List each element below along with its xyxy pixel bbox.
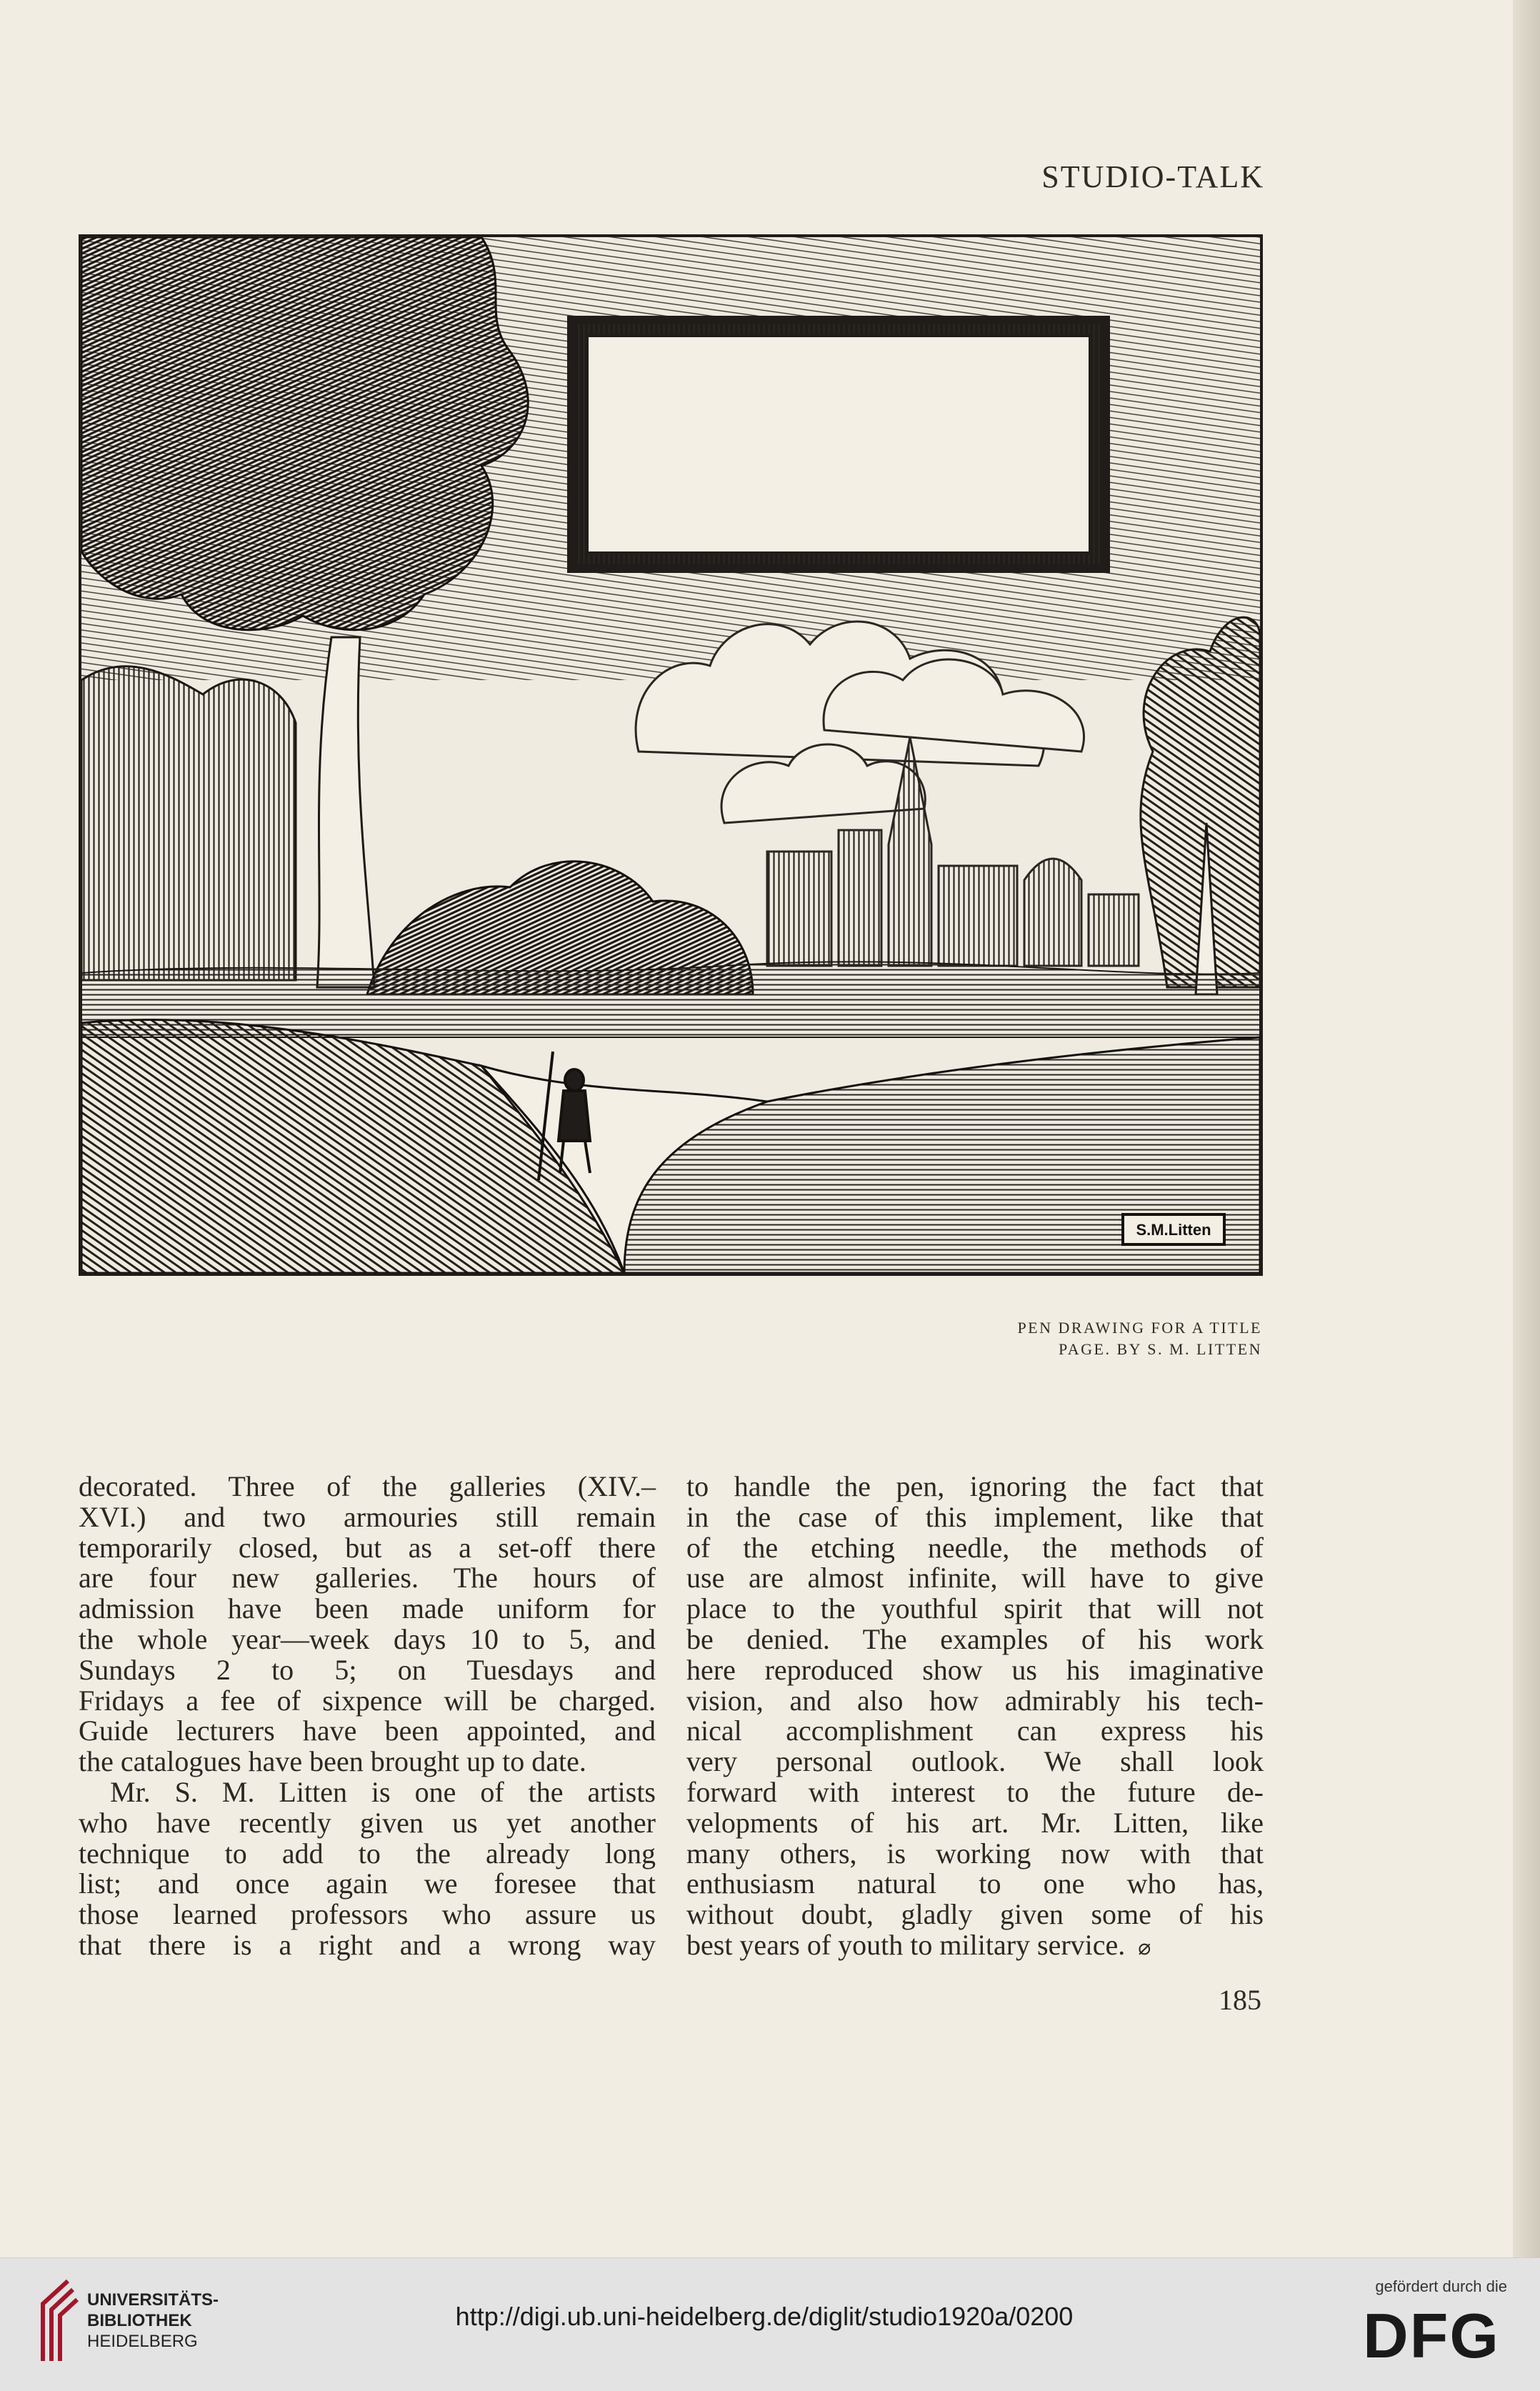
permalink-url[interactable]: http://digi.ub.uni-heidelberg.de/diglit/studio1920a/0200	[455, 2302, 1074, 2331]
library-name-line: UNIVERSITÄTS-	[87, 2290, 219, 2310]
text-line: XVI.) and two armouries still remain	[79, 1500, 656, 1533]
text-line: list; and once again we foresee that	[79, 1867, 656, 1900]
text-line: to handle the pen, ignoring the fact that	[686, 1470, 1264, 1502]
end-mark-icon: ⌀	[1138, 1935, 1151, 1960]
text-line: use are almost infinite, will have to give	[686, 1562, 1264, 1594]
illustration-caption	[893, 1317, 1262, 1360]
text-line: decorated. Three of the galleries (XIV.–	[79, 1470, 656, 1502]
text-line: be denied. The examples of his work	[686, 1622, 1264, 1655]
text-line: forward with interest to the future de-	[686, 1775, 1264, 1808]
right-column-text	[686, 1472, 1264, 1961]
text-line: in the case of this implement, like that	[686, 1500, 1264, 1533]
dfg-logo-text: DFG	[1363, 2306, 1500, 2365]
library-name[interactable]	[87, 2290, 219, 2352]
text-line: Guide lecturers have been appointed, and	[79, 1714, 656, 1747]
text-line: of the etching needle, the methods of	[686, 1531, 1264, 1564]
text-line: Fridays a fee of sixpence will be charged.	[79, 1684, 656, 1717]
artist-signature	[1123, 1214, 1224, 1244]
text-line: here reproduced show us his imaginative	[686, 1653, 1264, 1686]
text-line: Sundays 2 to 5; on Tuesdays and	[79, 1653, 656, 1686]
text-line: enthusiasm natural to one who has,	[686, 1867, 1264, 1900]
running-head: STUDIO-TALK	[1041, 159, 1264, 194]
text-line: are four new galleries. The hours of	[79, 1562, 656, 1594]
signature-text: S.M.Litten	[1136, 1221, 1211, 1239]
text-line: the whole year—week days 10 to 5, and	[79, 1622, 656, 1655]
library-name-line: HEIDELBERG	[87, 2332, 198, 2351]
text-line: nical accomplishment can express his	[686, 1714, 1264, 1747]
final-line-text: best years of youth to military service.	[686, 1928, 1126, 1961]
text-line: those learned professors who assure us	[79, 1898, 656, 1931]
text-line: very personal outlook. We shall look	[686, 1745, 1264, 1778]
page-number: 185	[1219, 1984, 1261, 2016]
text-line: velopments of his art. Mr. Litten, like	[686, 1806, 1264, 1839]
text-line: temporarily closed, but as a set-off there	[79, 1531, 656, 1564]
text-line-final	[686, 1930, 1264, 1961]
pen-drawing-illustration	[79, 234, 1263, 1276]
text-line: the catalogues have been brought up to date.	[79, 1745, 586, 1778]
text-line: Mr. S. M. Litten is one of the artists	[110, 1775, 656, 1808]
text-line: place to the youthful spirit that will not	[686, 1592, 1264, 1625]
text-line: who have recently given us yet another	[79, 1806, 656, 1839]
text-line: that there is a right and a wrong way	[79, 1928, 656, 1961]
text-line: vision, and also how admirably his tech-	[686, 1684, 1264, 1717]
left-cliffs	[81, 667, 296, 980]
foreground-ground	[81, 1019, 1260, 1273]
dfg-logo[interactable]	[1356, 2306, 1507, 2365]
left-column-text	[79, 1472, 656, 1961]
text-line: admission have been made uniform for	[79, 1592, 656, 1625]
left-tree-trunk	[317, 637, 374, 987]
left-tree-foliage	[81, 237, 528, 630]
title-frame	[567, 316, 1110, 573]
library-name-line: BIBLIOTHEK	[87, 2311, 192, 2330]
text-line: many others, is working now with that	[686, 1837, 1264, 1870]
page-edge-shadow	[1513, 0, 1540, 2257]
caption-line: PAGE. BY S. M. LITTEN	[1059, 1340, 1262, 1358]
caption-line: PEN DRAWING FOR A TITLE	[1017, 1319, 1262, 1337]
sponsor-note: gefördert durch die	[1375, 2277, 1507, 2295]
text-line: without doubt, gladly given some of his	[686, 1898, 1264, 1931]
text-line: technique to add to the already long	[79, 1837, 656, 1870]
library-logo-icon[interactable]	[36, 2275, 79, 2368]
